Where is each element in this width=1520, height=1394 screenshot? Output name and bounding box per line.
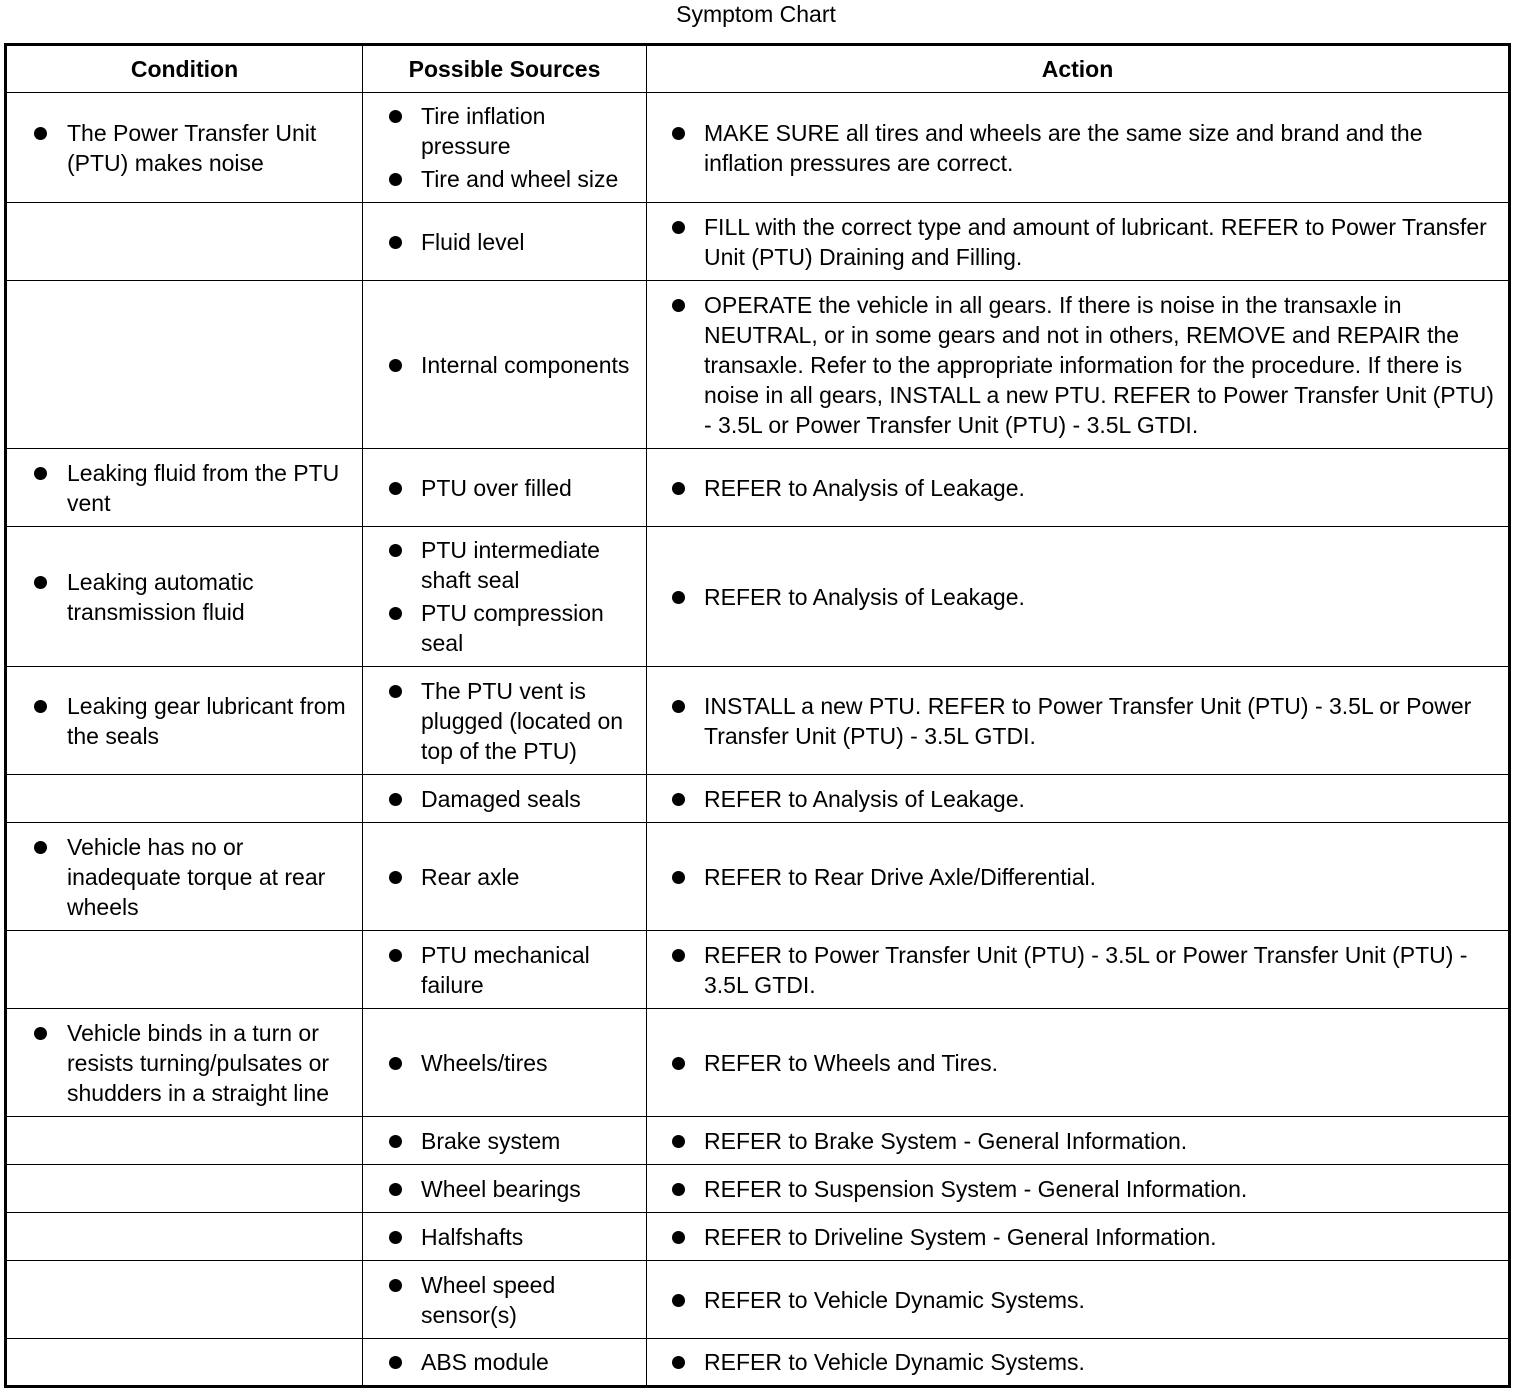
action-cell bbox=[647, 1213, 1510, 1261]
condition-cell bbox=[6, 1261, 363, 1339]
table-row bbox=[6, 93, 1510, 203]
sources-cell bbox=[363, 527, 647, 667]
action-text: REFER to Analysis of Leakage. bbox=[704, 582, 1494, 612]
condition-cell bbox=[6, 1213, 363, 1261]
sources-cell bbox=[363, 1213, 647, 1261]
sources-cell bbox=[363, 823, 647, 931]
condition-cell bbox=[6, 93, 363, 203]
action-cell bbox=[647, 203, 1510, 281]
action-cell bbox=[647, 823, 1510, 931]
sources-cell bbox=[363, 1261, 647, 1339]
source-item: PTU intermediate shaft seal bbox=[421, 535, 640, 595]
table-row bbox=[6, 667, 1510, 775]
table-row bbox=[6, 281, 1510, 449]
condition-text: The Power Transfer Unit (PTU) makes noise bbox=[67, 118, 354, 178]
sources-cell bbox=[363, 931, 647, 1009]
condition-text: Vehicle has no or inadequate torque at rear wheels bbox=[67, 832, 354, 922]
source-item: Wheel bearings bbox=[421, 1174, 640, 1204]
condition-cell bbox=[6, 1339, 363, 1387]
source-item: Fluid level bbox=[421, 227, 640, 257]
table-row bbox=[6, 1165, 1510, 1213]
table-row bbox=[6, 527, 1510, 667]
condition-cell bbox=[6, 823, 363, 931]
condition-cell bbox=[6, 1009, 363, 1117]
table-row bbox=[6, 823, 1510, 931]
source-item: Wheels/tires bbox=[421, 1048, 640, 1078]
condition-cell bbox=[6, 281, 363, 449]
header-condition: Condition bbox=[6, 45, 363, 93]
condition-cell bbox=[6, 1165, 363, 1213]
condition-text: Leaking automatic transmission fluid bbox=[67, 567, 354, 627]
action-cell bbox=[647, 449, 1510, 527]
action-text: REFER to Wheels and Tires. bbox=[704, 1048, 1494, 1078]
action-text: INSTALL a new PTU. REFER to Power Transfer Unit (PTU) - 3.5L or Power Transfer Unit (PTU) - 3.5L GTDI. bbox=[704, 691, 1494, 751]
source-item: Rear axle bbox=[421, 862, 640, 892]
source-item: Brake system bbox=[421, 1126, 640, 1156]
table-row bbox=[6, 1009, 1510, 1117]
action-cell bbox=[647, 1339, 1510, 1387]
condition-cell bbox=[6, 931, 363, 1009]
action-text: REFER to Analysis of Leakage. bbox=[704, 784, 1494, 814]
sources-cell bbox=[363, 1339, 647, 1387]
chart-title: Symptom Chart bbox=[676, 1, 836, 27]
source-item: Internal components bbox=[421, 350, 640, 380]
action-cell bbox=[647, 281, 1510, 449]
sources-cell bbox=[363, 281, 647, 449]
table-row bbox=[6, 775, 1510, 823]
table-row bbox=[6, 1213, 1510, 1261]
symptom-table bbox=[4, 43, 1511, 1388]
condition-cell bbox=[6, 203, 363, 281]
source-item: Damaged seals bbox=[421, 784, 640, 814]
source-item: PTU mechanical failure bbox=[421, 940, 640, 1000]
action-cell bbox=[647, 931, 1510, 1009]
sources-cell bbox=[363, 93, 647, 203]
header-row bbox=[6, 45, 1510, 93]
action-text: REFER to Rear Drive Axle/Differential. bbox=[704, 862, 1494, 892]
table-row bbox=[6, 931, 1510, 1009]
table-row bbox=[6, 1261, 1510, 1339]
sources-cell bbox=[363, 1165, 647, 1213]
action-text: REFER to Vehicle Dynamic Systems. bbox=[704, 1285, 1494, 1315]
action-cell bbox=[647, 527, 1510, 667]
action-text: REFER to Suspension System - General Information. bbox=[704, 1174, 1494, 1204]
action-text: FILL with the correct type and amount of lubricant. REFER to Power Transfer Unit (PTU) Draining and Filling. bbox=[704, 212, 1494, 272]
action-cell bbox=[647, 1117, 1510, 1165]
sources-cell bbox=[363, 449, 647, 527]
condition-cell bbox=[6, 449, 363, 527]
condition-cell bbox=[6, 527, 363, 667]
action-text: REFER to Brake System - General Information. bbox=[704, 1126, 1494, 1156]
table-row bbox=[6, 449, 1510, 527]
action-cell bbox=[647, 1165, 1510, 1213]
action-cell bbox=[647, 667, 1510, 775]
action-cell bbox=[647, 1009, 1510, 1117]
table-row bbox=[6, 1339, 1510, 1387]
condition-text: Vehicle binds in a turn or resists turning/pulsates or shudders in a straight line bbox=[67, 1018, 354, 1108]
action-text: REFER to Power Transfer Unit (PTU) - 3.5L or Power Transfer Unit (PTU) - 3.5L GTDI. bbox=[704, 940, 1494, 1000]
sources-cell bbox=[363, 775, 647, 823]
sources-cell bbox=[363, 203, 647, 281]
action-text: REFER to Driveline System - General Information. bbox=[704, 1222, 1494, 1252]
condition-cell bbox=[6, 1117, 363, 1165]
condition-cell bbox=[6, 775, 363, 823]
header-action: Action bbox=[647, 45, 1510, 93]
source-item: Tire and wheel size bbox=[421, 164, 640, 194]
condition-text: Leaking gear lubricant from the seals bbox=[67, 691, 354, 751]
action-text: OPERATE the vehicle in all gears. If there is noise in the transaxle in NEUTRAL, or in some gears and not in others, REMOVE and REPAIR the transaxle. Refer to the appropriate information for the procedure. If there is noise in all gears, INSTALL a new PTU. REFER to Power Transfer Unit (PTU) - 3.5L or Power Transfer Unit (PTU) - 3.5L GTDI. bbox=[704, 291, 1494, 438]
source-item: The PTU vent is plugged (located on top of the PTU) bbox=[421, 676, 640, 766]
action-text: REFER to Analysis of Leakage. bbox=[704, 473, 1494, 503]
source-item: Halfshafts bbox=[421, 1222, 640, 1252]
source-item: ABS module bbox=[421, 1347, 640, 1377]
sources-cell bbox=[363, 1009, 647, 1117]
action-cell bbox=[647, 93, 1510, 203]
table-row bbox=[6, 1117, 1510, 1165]
sources-cell bbox=[363, 667, 647, 775]
header-possible-sources: Possible Sources bbox=[363, 45, 647, 93]
source-item: Wheel speed sensor(s) bbox=[421, 1270, 640, 1330]
action-text: REFER to Vehicle Dynamic Systems. bbox=[704, 1347, 1494, 1377]
source-item: Tire inflation pressure bbox=[421, 101, 640, 161]
action-cell bbox=[647, 775, 1510, 823]
action-text: MAKE SURE all tires and wheels are the same size and brand and the inflation pressures are correct. bbox=[704, 118, 1494, 178]
sources-cell bbox=[363, 1117, 647, 1165]
table-row bbox=[6, 203, 1510, 281]
source-item: PTU compression seal bbox=[421, 598, 640, 658]
source-item: PTU over filled bbox=[421, 473, 640, 503]
condition-text: Leaking fluid from the PTU vent bbox=[67, 458, 354, 518]
condition-cell bbox=[6, 667, 363, 775]
action-cell bbox=[647, 1261, 1510, 1339]
